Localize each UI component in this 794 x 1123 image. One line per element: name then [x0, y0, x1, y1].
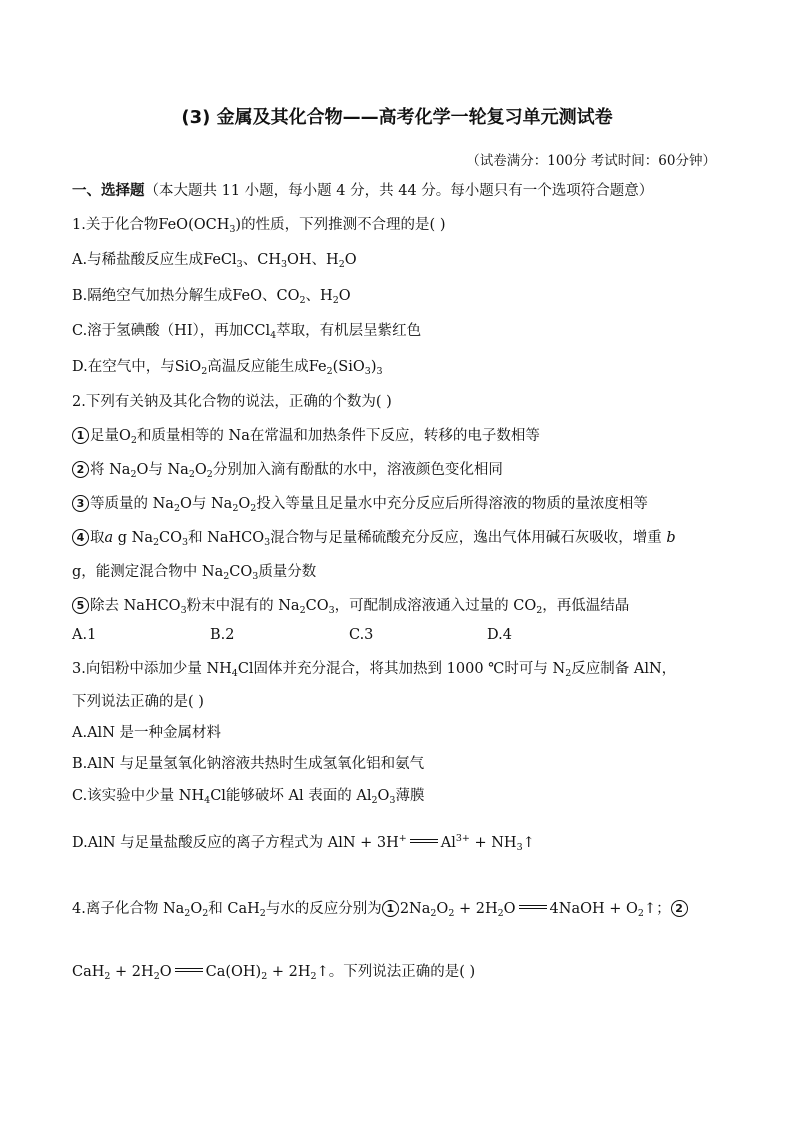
q2-statement-2: 2 将 $Na_2O$与 $Na_2O_2$分别加入滴有酚酞的水中，溶液颜色变化相同 [72, 458, 503, 479]
circled-number-1: 1 [382, 900, 399, 917]
q3-stem: 3.向铝粉中添加少量 $NH_4Cl$固体并充分混合，将其加热到 1000 ℃时可与 $N_2$反应制备 AlN， [72, 661, 677, 679]
circled-number-4: 4 [72, 529, 89, 546]
q1-stem: 1.关于化合物$FeO(OCH_3)$的性质，下列推测不合理的是( ) [72, 217, 446, 235]
q2-statement-3: 3 等质量的 $Na_2O$与 $Na_2O_2$投入等量且足量水中充分反应后所得溶液的物质的量浓度相等 [72, 492, 648, 513]
q4-stem: 4.离子化合物 $Na_2O_2$和 CaH$_2$与水的反应分别为 1 $2Na_2O_2 + 2H_2O$ 4NaOH + $O_2↑$； 2 [72, 897, 689, 918]
q4-stem-cont: $CaH_2 + 2H_2O$ $Ca(OH)_2$ + $2H_2↑$。下列说法正确的是( ) [72, 964, 476, 982]
section-heading [72, 179, 653, 200]
q2-option-a: A.1 [72, 627, 97, 643]
q2-option-c: C.3 [349, 627, 374, 643]
q2-statement-4-cont: g，能测定混合物中 $Na_2CO_3$质量分数 [72, 564, 317, 582]
q3-stem-cont: 下列说法正确的是( ) [72, 694, 204, 710]
q2-option-d: D.4 [487, 627, 512, 643]
exam-meta: （试卷满分：100分 考试时间：60分钟） [466, 153, 716, 169]
equals-arrow-icon [175, 968, 203, 972]
section-description: （本大题共 11 小题，每小题 4 分，共 44 分。每小题只有一个选项符合题意） [144, 183, 654, 199]
q2-option-b: B.2 [210, 627, 235, 643]
q1-option-d: D.在空气中，与SiO$_2$高温反应能生成$Fe_2(SiO_3)_3$ [72, 359, 383, 377]
section-label: 一、选择题 [72, 183, 145, 199]
q3-option-d: D.AlN 与足量盐酸反应的离子方程式为 AlN + 3H+ $Al^{3+}$ + $NH_3↑$ [72, 833, 535, 853]
q3-option-a: A.AlN 是一种金属材料 [72, 725, 221, 741]
circled-number-2: 2 [671, 900, 688, 917]
circled-number-1: 1 [72, 427, 89, 444]
circled-number-2: 2 [72, 461, 89, 478]
q1-option-a: A.与稀盐酸反应生成FeCl$_3$、$CH_3OH$、$H_2O$ [72, 252, 357, 270]
q3-option-b: B.AlN 与足量氢氧化钠溶液共热时生成氢氧化铝和氨气 [72, 756, 425, 772]
circled-number-3: 3 [72, 495, 89, 512]
q1-option-b: B.隔绝空气加热分解生成FeO、$CO_2$、$H_2O$ [72, 288, 351, 306]
equals-arrow-icon [410, 839, 438, 843]
q2-stem: 2.下列有关钠及其化合物的说法，正确的个数为( ) [72, 394, 392, 410]
q3-option-c: C.该实验中少量 $NH_4Cl$能够破坏 Al 表面的 $Al_2O_3$薄膜 [72, 788, 425, 806]
q2-statement-5: 5 除去 NaHCO$_3$粉末中混有的 $Na_2CO_3$，可配制成溶液通入过量的 $CO_2$，再低温结晶 [72, 594, 629, 615]
equals-arrow-icon [519, 905, 547, 909]
circled-number-5: 5 [72, 597, 89, 614]
q2-statement-1: 1 足量$O_2$和质量相等的 Na在常温和加热条件下反应，转移的电子数相等 [72, 424, 540, 445]
q2-statement-4: 4 取a g $Na_2CO_3$和 NaHCO$_3$混合物与足量稀硫酸充分反应，逸出气体用碱石灰吸收，增重 b [72, 526, 676, 547]
page-title: (3) 金属及其化合物——高考化学一轮复习单元测试卷 [181, 107, 613, 128]
q1-option-c: C.溶于氢碘酸（HI），再加CCl$_4$萃取，有机层呈紫红色 [72, 323, 422, 341]
